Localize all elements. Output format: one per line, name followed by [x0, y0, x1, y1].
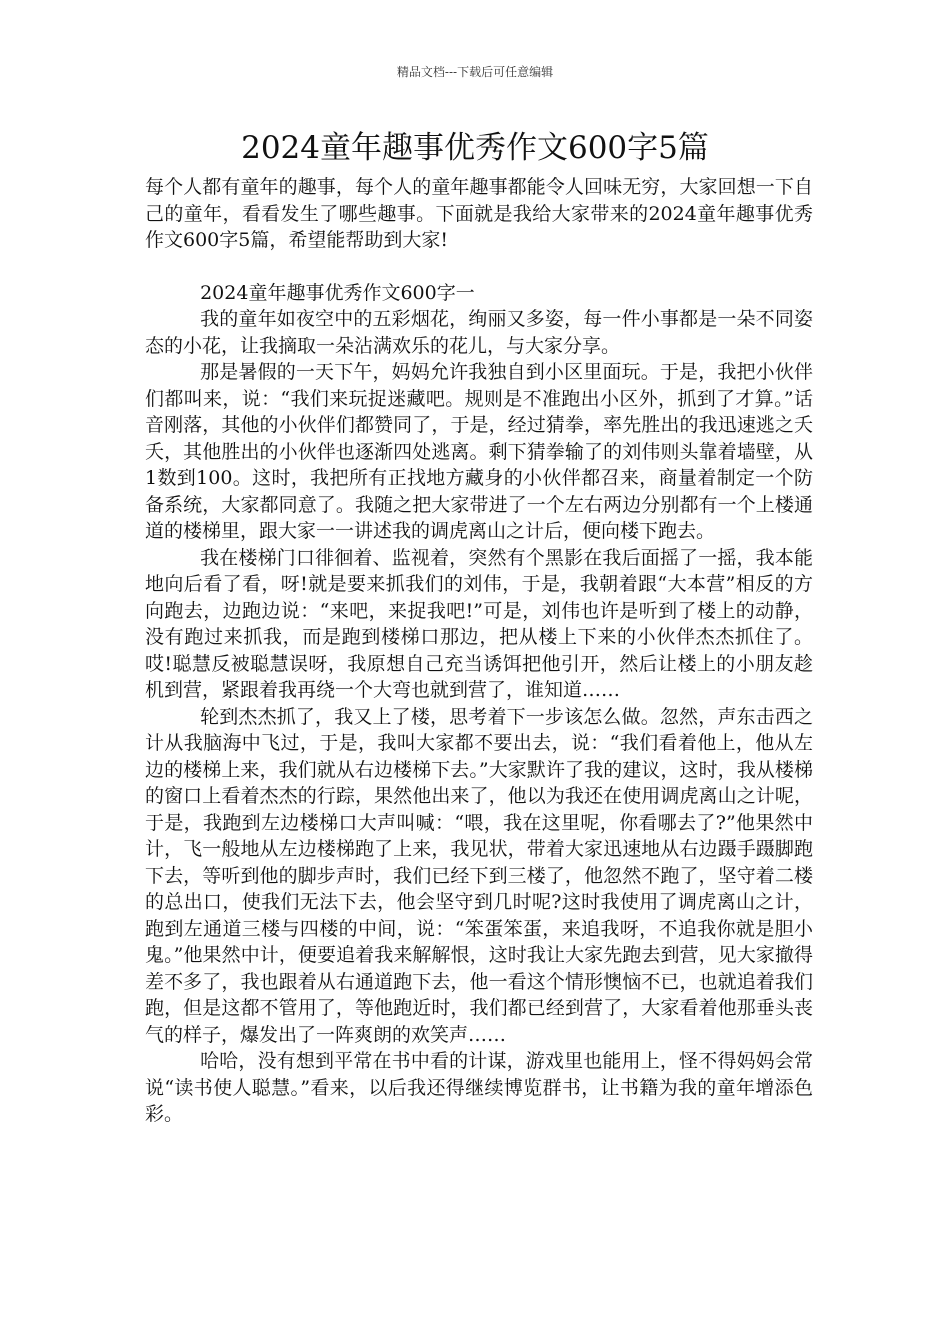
paragraph: 我在楼梯门口徘徊着、监视着，突然有个黑影在我后面摇了一摇，我本能地向后看了看，呀!就是要来抓我们的刘伟，于是，我朝着跟“大本营”相反的方向跑去，边跑边说：“来吧，来捉我吧!”可是，刘伟也许是听到了楼上的动静，没有跑过来抓我，而是跑到楼梯口那边，把从楼上下来的小伙伴杰杰抓住了。哎!聪慧反被聪慧误呀，我原想自己充当诱饵把他引开，然后让楼上的小朋友趁机到营，紧跟着我再绕一个大弯也就到营了，谁知道……	[145, 546, 813, 701]
section-heading: 2024童年趣事优秀作文600字一	[200, 281, 475, 304]
document-body	[145, 174, 813, 1128]
intro-paragraph: 每个人都有童年的趣事，每个人的童年趣事都能令人回味无穷，大家回想一下自己的童年，看看发生了哪些趣事。下面就是我给大家带来的2024童年趣事优秀作文600字5篇，希望能帮助到大家!	[145, 176, 813, 251]
paragraph: 哈哈，没有想到平常在书中看的计谋，游戏里也能用上，怪不得妈妈会常说“读书使人聪慧。”看来，以后我还得继续博览群书，让书籍为我的童年增添色彩。	[145, 1050, 813, 1125]
page-header-note: 精品文档---下载后可任意编辑	[396, 65, 554, 79]
paragraph: 轮到杰杰抓了，我又上了楼，思考着下一步该怎么做。忽然，声东击西之计从我脑海中飞过，于是，我叫大家都不要出去，说：“我们看着他上，他从左边的楼梯上来，我们就从右边楼梯下去。”大家默许了我的建议，这时，我从楼梯的窗口上看着杰杰的行踪，果然他出来了，他以为我还在使用调虎离山之计呢，于是，我跑到左边楼梯口大声叫喊：“喂，我在这里呢，你看哪去了?”他果然中计，飞一般地从左边楼梯跑了上来，我见状，带着大家迅速地从右边蹑手蹑脚跑下去，等听到他的脚步声时，我们已经下到三楼了，他忽然不跑了，坚守着二楼的总出口，使我们无法下去，他会坚守到几时呢?这时我使用了调虎离山之计，跑到左通道三楼与四楼的中间，说：“笨蛋笨蛋，来追我呀，不追我你就是胆小鬼。”他果然中计，便要追着我来解解恨，这时我让大家先跑去到营，见大家撤得差不多了，我也跟着从右通道跑下去，他一看这个情形懊恼不已，也就追着我们跑，但是这都不管用了，等他跑近时，我们都已经到营了，大家看着他那垂头丧气的样子，爆发出了一阵爽朗的欢笑声……	[145, 705, 813, 1046]
paragraph: 那是暑假的一天下午，妈妈允许我独自到小区里面玩。于是，我把小伙伴们都叫来，说：“我们来玩捉迷藏吧。规则是不准跑出小区外，抓到了才算。”话音刚落，其他的小伙伴们都赞同了，于是，经过猜拳，率先胜出的我迅速逃之夭夭，其他胜出的小伙伴也逐渐四处逃离。剩下猜拳输了的刘伟则头靠着墙壁，从1数到100。这时，我把所有正找地方藏身的小伙伴都召来，商量着制定一个防备系统，大家都同意了。我随之把大家带进了一个左右两边分别都有一个上楼通道的楼梯里，跟大家一一讲述我的调虎离山之计后，便向楼下跑去。	[145, 361, 813, 542]
paragraph: 我的童年如夜空中的五彩烟花，绚丽又多姿，每一件小事都是一朵不同姿态的小花，让我摘取一朵沾满欢乐的花儿，与大家分享。	[145, 308, 813, 357]
document-title: 2024童年趣事优秀作文600字5篇	[241, 130, 709, 166]
